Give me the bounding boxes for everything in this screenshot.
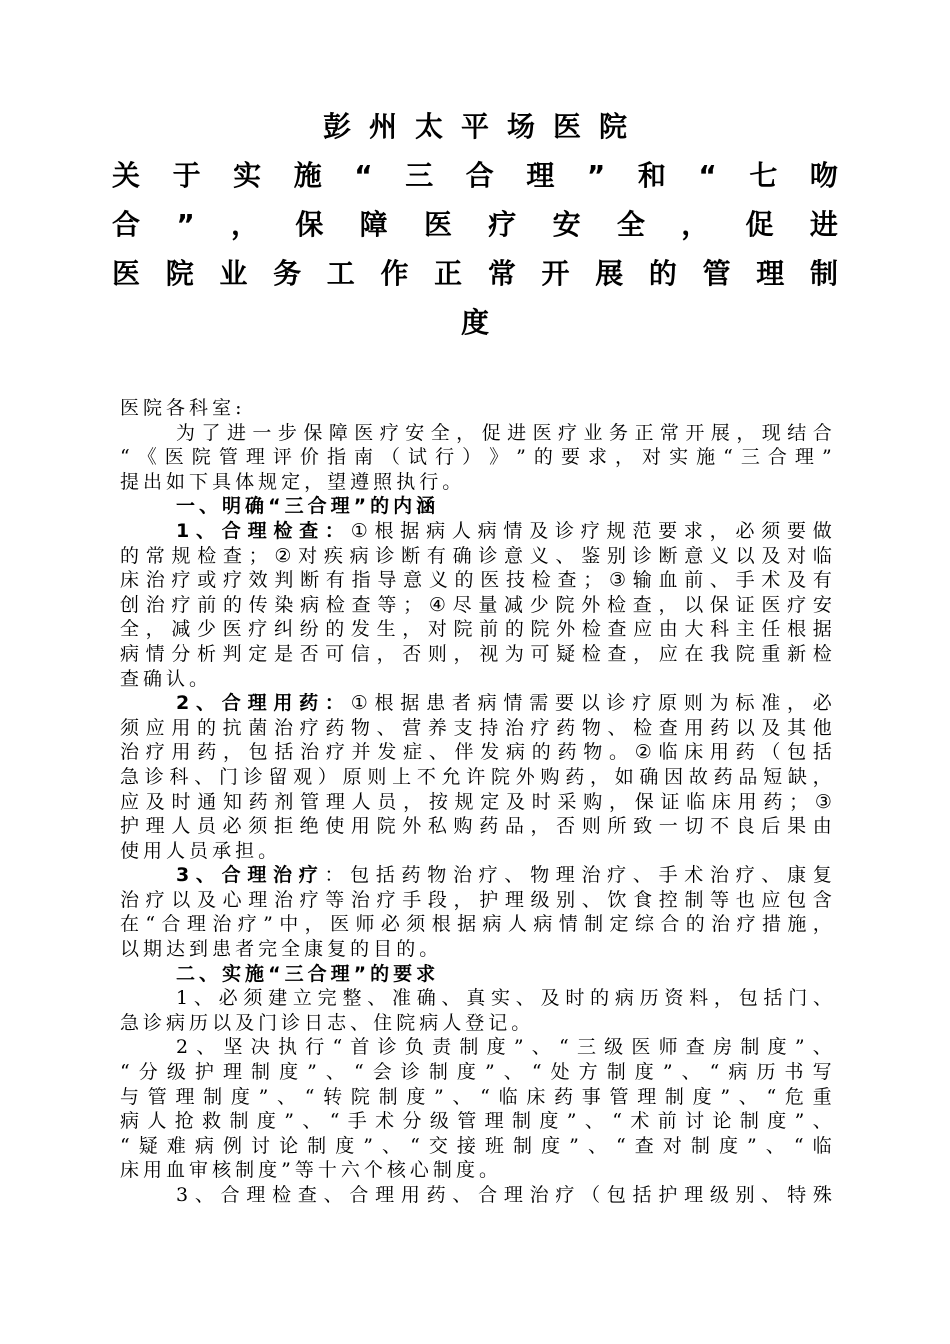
body-line: 查 确 认 。 [120,667,209,690]
body-line: 床 用 血 审 核 制 度 ” 等 十 六 个 核 心 制 度 。 [120,1159,498,1182]
body-line: 1 、 合 理 检 查 ： ① 根 据 病 人 病 情 及 诊 疗 规 范 要 求 ， 必 须 要 做 [176,519,832,542]
body-line: “ 《 医 院 管 理 评 价 指 南 （ 试 行 ） 》 ” 的 要 求 ， 对 实 施 “ 三 合 理 ” [120,446,832,469]
title-line: 关 于 实 施 “ 三 合 理 ” 和 “ 七 吻 [112,159,838,192]
title-line: 度 [460,306,489,339]
body-line: 为 了 进 一 步 保 障 医 疗 安 全 ， 促 进 医 疗 业 务 正 常 开 展 ， 现 结 合 [176,421,832,444]
document-title [112,102,838,347]
body-line: 护 理 人 员 必 须 拒 绝 使 用 院 外 私 购 药 品 ， 否 则 所 致 一 切 不 良 后 果 由 [120,815,832,838]
section-heading: 二 、 实 施 “ 三 合 理 ” 的 要 求 [176,962,436,985]
body-line: 床 治 疗 或 疗 效 判 断 有 指 导 意 义 的 医 技 检 查 ； ③ 输 血 前 、 手 术 及 有 [120,569,832,592]
body-line: 3 、 合 理 检 查 、 合 理 用 药 、 合 理 治 疗 （ 包 括 护 理 级 别 、 特 殊 [176,1184,832,1206]
body-line: 病 情 分 析 判 定 是 否 可 信 ， 否 则 ， 视 为 可 疑 检 查 ， 应 在 我 院 重 新 检 [120,642,832,665]
body-line: 使 用 人 员 承 担 。 [120,839,278,862]
body-line: 创 治 疗 前 的 传 染 病 检 查 等 ； ④ 尽 量 减 少 院 外 检 查 ， 以 保 证 医 疗 安 [120,593,832,616]
body-line: 医 院 各 科 室 : [120,397,242,419]
title-line: 医 院 业 务 工 作 正 常 开 展 的 管 理 制 [112,257,838,290]
body-line: 急 诊 病 历 以 及 门 诊 日 志 、 住 院 病 人 登 记 。 [120,1011,531,1034]
body-line: 应 及 时 通 知 药 剂 管 理 人 员 ， 按 规 定 及 时 采 购 ， 保 证 临 床 用 药 ； ③ [120,790,832,813]
body-line: 治 疗 用 药 ， 包 括 治 疗 并 发 症 、 伴 发 病 的 药 物 。 ② 临 床 用 药 （ 包 括 [120,741,832,764]
body-line: 急 诊 科 、 门 诊 留 观 ） 原 则 上 不 允 许 院 外 购 药 ， 如 确 因 故 药 品 短 缺 ， [120,765,832,788]
section-heading: 一 、 明 确 “ 三 合 理 ” 的 内 涵 [176,495,436,518]
body-line: 提 出 如 下 具 体 规 定 ， 望 遵 照 执 行 。 [120,470,462,493]
document-body [120,396,832,1208]
body-line: 治 疗 以 及 心 理 治 疗 等 治 疗 手 段 ， 护 理 级 别 、 饮 食 控 制 等 也 应 包 含 [120,888,832,911]
title-line: 彭 州 太 平 场 医 院 [322,110,628,143]
body-line: 的 常 规 检 查 ； ② 对 疾 病 诊 断 有 确 诊 意 义 、 鉴 别 诊 断 意 义 以 及 对 临 [120,544,832,567]
body-line: 全 ， 减 少 医 疗 纠 纷 的 发 生 ， 对 院 前 的 院 外 检 查 应 由 大 科 主 任 根 据 [120,618,832,641]
body-line: 在 “ 合 理 治 疗 ” 中 ， 医 师 必 须 根 据 病 人 病 情 制 定 综 合 的 治 疗 措 施 ， [120,913,832,936]
body-line: 2 、 坚 决 执 行 “ 首 诊 负 责 制 度 ” 、 “ 三 级 医 师 查 房 制 度 ” 、 [176,1036,832,1059]
title-line: 合 ” ， 保 障 医 疗 安 全 ， 促 进 [112,208,838,241]
body-line: 须 应 用 的 抗 菌 治 疗 药 物 、 营 养 支 持 治 疗 药 物 、 检 查 用 药 以 及 其 他 [120,716,832,739]
body-line: 1 、 必 须 建 立 完 整 、 准 确 、 真 实 、 及 时 的 病 历 资 料 ， 包 括 门 、 [176,987,832,1010]
body-line: 以 期 达 到 患 者 完 全 康 复 的 目 的 。 [120,938,439,961]
body-line: 3 、 合 理 治 疗 ： 包 括 药 物 治 疗 、 物 理 治 疗 、 手 术 治 疗 、 康 复 [176,864,832,887]
body-line: 2 、 合 理 用 药 ： ① 根 据 患 者 病 情 需 要 以 诊 疗 原 则 为 标 准 ， 必 [176,692,832,715]
body-line: “ 分 级 护 理 制 度 ” 、 “ 会 诊 制 度 ” 、 “ 处 方 制 度 ” 、 “ 病 历 书 写 [120,1061,832,1084]
body-line: 与 管 理 制 度 ” 、 “ 转 院 制 度 ” 、 “ 临 床 药 事 管 理 制 度 ” 、 “ 危 重 [120,1085,832,1108]
body-line: 病 人 抢 救 制 度 ” 、 “ 手 术 分 级 管 理 制 度 ” 、 “ 术 前 讨 论 制 度 ” 、 [120,1110,832,1133]
body-line: “ 疑 难 病 例 讨 论 制 度 ” 、 “ 交 接 班 制 度 ” 、 “ 查 对 制 度 ” 、 “ 临 [120,1134,832,1157]
